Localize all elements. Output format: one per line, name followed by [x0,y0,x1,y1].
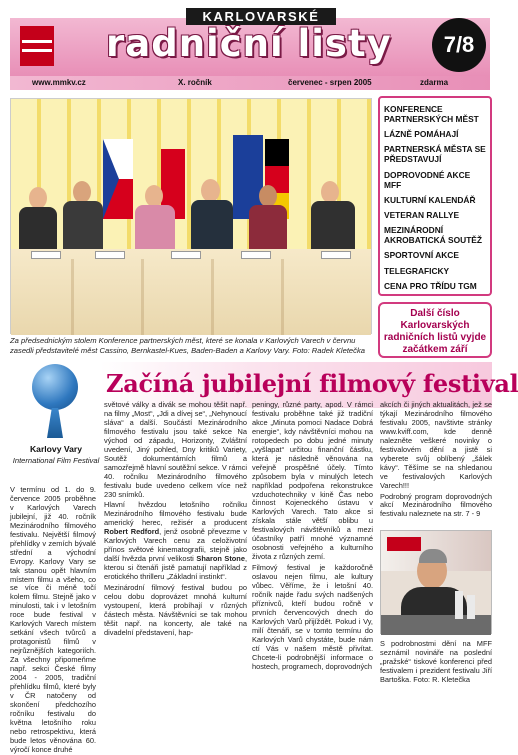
article-paragraph: V termínu od 1. do 9. července 2005 proběhne v Karlových Varech jubilejní, již 40. ročník Mezinárodního filmového festivalu. Největší filmový přehlídky v zemích bývalé střední a východní Evropy. Karlovy Vary se tak stanou opět hlavním místem filmu a všeho, co se více či méně točí kolem filmu. Stejně jako v minulosti, tak i v letošním roce bude festival v Karlových Varech místem setkání všech tvůrců a protagonistů filmů v nejrůznějších kategoriích. Za všechny připomeňme např. sekci České filmy 2004 - 2005, tradiční přehlídku filmů, které byly v ČR natočeny od skončení předchozího ročníku festivalu do května letošního roku nebo retrospektivu, která bude letos věnována 60. výročí konce druhé [10,485,96,754]
contents-box [378,96,492,296]
masthead-title: radniční listy [106,22,392,65]
city-label: KARLOVARSKÉ [186,8,336,25]
contents-item[interactable]: SPORTOVNÍ AKCE [384,250,459,261]
globe-stand-icon [47,408,63,438]
photo-caption: Za předsednickým stolem Konference partnerských měst, které se konala v Karlových Varech v červnu zasedli představitelé měst Cassino, Bernkastel-Kues, Baden-Baden a Karlovy Vary. Foto: Radek Kletečka [10,336,365,355]
contents-item[interactable]: CENA PRO TŘÍDU TGM [384,280,477,291]
contents-item[interactable]: MEZINÁRODNÍ AKROBATICKÁ SOUTĚŽ [384,225,483,246]
press-conference-photo [380,530,492,634]
article-paragraph: Hlavní hvězdou letošního ročníku Mezinárodního filmového festivalu bude americký herec, režisér a producent Robert Redford, jenž osobně převezme v Karlových Varech cenu za celoživotní přínos světové kinematografii, stejně jako další hvězda první velikosti Sharon Stone, kterou si čtenáři jistě pamatují například z erotického thrilleru „Základní instinkt“. [104,500,248,582]
crystal-globe-icon [32,364,78,410]
photo-caption-2 [380,640,492,698]
contents-item[interactable]: TELEGRAFICKY [384,265,450,276]
program-note: Podrobný program doprovodných akcí Mezinárodního filmového festivalu naleznete na str. 7 - 9 [380,491,492,519]
highlight-name: Sharon Stone [196,554,245,564]
contents-item[interactable]: DOPROVODNÉ AKCE MFF [384,169,471,190]
contents-item[interactable]: LÁZNĚ POMÁHAJÍ [384,129,459,140]
highlight-name: Robert Redford [104,527,160,537]
masthead-info-bar [10,76,490,90]
contents-item[interactable]: PARTNERSKÁ MĚSTA SE PŘEDSTAVUJÍ [384,144,486,165]
article-paragraph: světové války a divák se mohou těšit např. na filmy „Most“, „Jdi a dívej se“, „Nehynoucí sláva“ a další. Součástí Mezinárodního filmového festivalu jsou také sekce Na východ od západu, Horizonty, Zvláštní uvedení, Jiný pohled, Dny kritiků Variety, Soutěž dokumentárních filmů a samozřejmě hlavní soutěžní sekce. V rámci 40. ročníku Mezinárodního filmového festivalu bude uvedeno celkem více než 230 snímků. [104,400,247,499]
contents-item[interactable]: KONFERENCE PARTNERSKÝCH MĚST [384,104,479,124]
article-paragraph: Filmový festival je každoročně oslavou nejen filmu, ale kultury vůbec. Věříme, že i letošní 40. ročník najde řadu svých nadšených příznivců, kteří budou ročně v prvních červencových dnech do Karlových Varů přijíždět. Pokud i Vy, milí čtenáři, se v tomto termínu do Karlových Varů chystáte, bude nám ctí Vás v našem městě přivítat. Chcete-li podrobnější informace o hostech, programech, doprovodných [252,563,373,671]
contents-item[interactable]: KULTURNÍ KALENDÁŘ [384,194,476,205]
masthead [10,6,490,88]
article-paragraph: peningy, různé party, apod. V rámci festivalu proběhne také již tradiční akce „Minuta pomoci Nadace Dobrá energie“, kdy návštěvníci mohou na rotopedech po dobu jedné minuty „vyšlapat“ určitou finanční částku, která je následně věnována na veřejně prospěšné účely. Tímto způsobem byla v minulých letech například podpořena rekonstrukce vzduchotechniky v kině Čas nebo činnost Kojeneckého ústavu v Karlových Varech. Tato akce si získala stále větší oblibu u festivalových návštěvníků a mezi účastníky patří mnohé významné osobnosti veřejného a kulturního života z různých zemí. [252,400,373,562]
next-issue-notice: Další číslo Karlovarských radničních listů vyjde začátkem září [378,302,492,358]
city-coat-of-arms-icon [20,26,54,66]
article-column-2 [104,401,247,698]
price-label: zdarma [420,78,449,87]
volume-label: X. ročník [178,78,212,87]
article-column-3 [252,401,373,698]
article-paragraph: Mezinárodní filmový festival budou po celou dobu doprovázet mnohá kulturní vystoupení, která probíhají v různých částech města. Návštěvníci se tak mohou těšit např. na koncerty, ale také na divadelní představení, hap- [104,583,247,637]
contents-item[interactable]: VETERAN RALLYE [384,209,460,220]
article-column-4 [380,401,492,527]
date-range: červenec - srpen 2005 [288,78,372,87]
website-link[interactable]: www.mmkv.cz [32,78,86,87]
article-paragraph: akcích či jiných aktualitách, jež se týkají Mezinárodního filmového festivalu 2005, navštivte stránky www.kviff.com, kde denně nalezněte veškeré novinky o festivalovém dění a jistě si vyberete svůj oblíbený „šálek kávy“. Těšíme se na shledanou ve festivalových Karlových Varech!!! [380,400,492,490]
festival-logo [14,362,98,492]
festival-logo-name: Karlovy Vary [29,444,83,454]
conference-photo [10,98,372,334]
article-column-1 [10,485,96,754]
article-paragraph: S podrobnostmi dění na MFF seznámil novináře na poslední „pražské“ tiskové konferenci před festivalem i prezident festivalu Jiří Bartoška. Foto: R. Kletečka [380,639,492,684]
festival-logo-subtitle: International Film Festival [12,456,100,465]
issue-number-badge: 7/8 [432,18,486,72]
article-headline: Začíná jubilejní filmový festival [106,369,518,398]
